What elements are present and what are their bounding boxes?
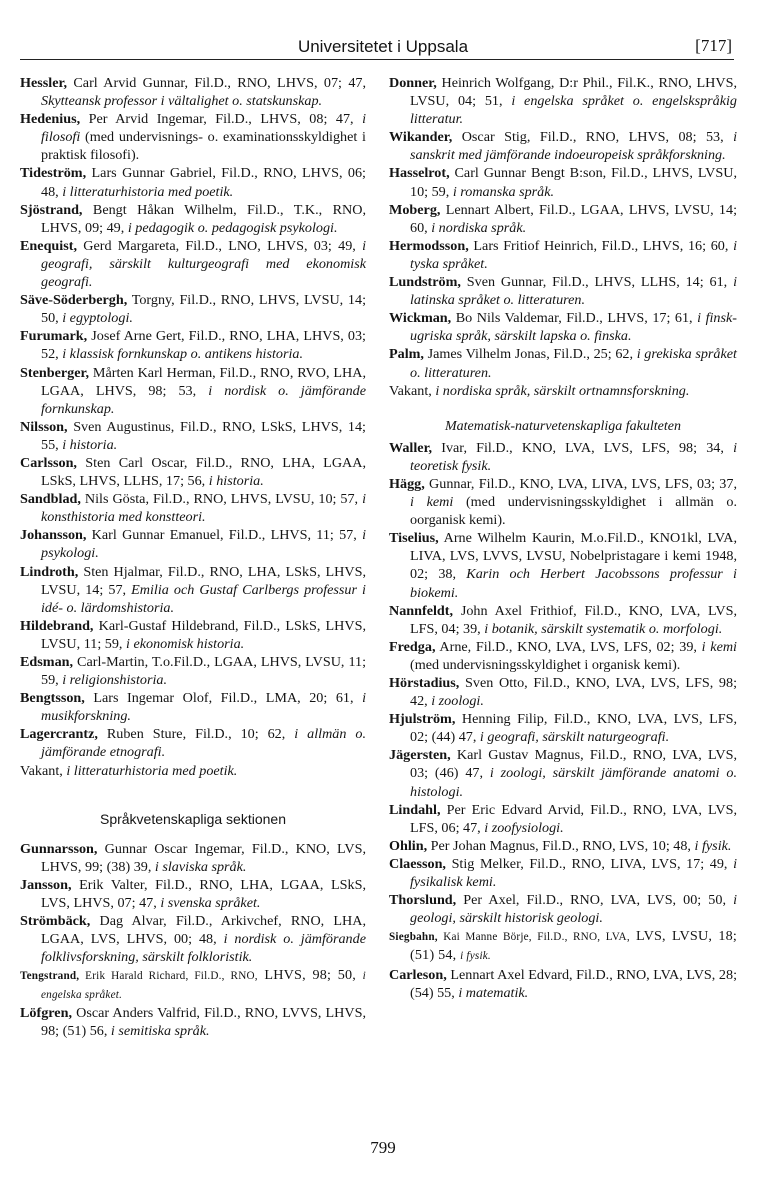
- professor-details: Lars Fritiof Heinrich, Fil.D., LHVS, 16; 60,: [468, 237, 734, 254]
- professor-entry: [20, 1004, 366, 1040]
- professor-details: Henning Filip, Fil.D., KNO, LVA, LVS, LFS, 02; (44) 47,: [410, 711, 737, 746]
- professor-details: Carl Arvid Gunnar, Fil.D., RNO, LHVS, 07; 47,: [67, 75, 366, 91]
- professor-name: Hessler,: [20, 75, 67, 91]
- professor-details-extra: (med undervisnings- o. examinationsskyldighet i praktisk filosofi).: [41, 129, 366, 164]
- professor-name: Nilsson,: [20, 418, 68, 435]
- professor-name: Hörstadius,: [389, 675, 460, 691]
- professor-discipline: i kemi: [701, 638, 737, 655]
- professor-name: Thorslund,: [389, 892, 457, 909]
- page-header: [0, 36, 776, 62]
- professor-details: LHVS, 98; 50,: [257, 967, 363, 984]
- professor-name: Edsman,: [20, 654, 74, 670]
- vacancy-discipline: i litteraturhistoria med poetik.: [66, 762, 238, 779]
- professor-entry: [20, 327, 366, 363]
- professor-name: Hjulström,: [389, 711, 456, 728]
- professor-details: Sven Otto, Fil.D., KNO, LVA, LVS, LFS, 98; 42,: [410, 675, 737, 710]
- professor-entry: [20, 74, 366, 110]
- professor-entry: [389, 475, 737, 529]
- professor-name: Donner,: [389, 75, 437, 91]
- professor-entry: [20, 418, 366, 454]
- professor-entry: [20, 291, 366, 327]
- professor-discipline: i musikforskning.: [41, 690, 366, 725]
- professor-discipline: i kemi: [410, 494, 454, 511]
- professor-discipline: i fysik.: [694, 837, 732, 854]
- left-entries-top: [20, 74, 366, 762]
- professor-details: Bengt Håkan Wilhelm, Fil.D., T.K., RNO, LHVS, 09; 49,: [41, 201, 366, 236]
- professor-discipline: i teoretisk fysik.: [410, 439, 737, 474]
- right-entries-bottom: [389, 439, 737, 1002]
- professor-discipline: i geografi, särskilt naturgeografi.: [479, 729, 670, 746]
- professor-discipline: i historia.: [62, 436, 118, 453]
- professor-entry: [389, 891, 737, 927]
- professor-details: Per Johan Magnus, Fil.D., RNO, LVS, 10; 48,: [427, 837, 695, 854]
- professor-details: Karl Gunnar Emanuel, Fil.D., LHVS, 11; 57,: [86, 527, 363, 544]
- professor-name: Lindroth,: [20, 563, 79, 580]
- professor-discipline: Karin och Herbert Jacobssons professur i biokemi.: [410, 566, 737, 601]
- professor-name: Lundström,: [389, 274, 461, 291]
- vacancy-entry: [389, 382, 737, 400]
- professor-discipline: i konsthistoria med konstteori.: [41, 491, 366, 526]
- professor-details: Per Eric Edvard Arvid, Fil.D., RNO, LVA, LVS, LFS, 06; 47,: [410, 801, 737, 836]
- professor-details: Ivar, Fil.D., KNO, LVA, LVS, LFS, 98; 34,: [432, 439, 734, 456]
- left-entries-bottom: [20, 840, 366, 1040]
- professor-entry: [389, 927, 737, 965]
- vacancy-discipline: i nordiska språk, särskilt ortnamnsforskning.: [435, 382, 690, 399]
- professor-entry: [20, 526, 366, 562]
- professor-details: Lars Gunnar Gabriel, Fil.D., RNO, LHVS, 06; 48,: [41, 165, 366, 200]
- professor-entry: [20, 617, 366, 653]
- professor-entry: [20, 876, 366, 912]
- professor-discipline: i psykologi.: [41, 527, 366, 562]
- page-number: 799: [370, 1138, 396, 1157]
- professor-discipline: i litteraturhistoria med poetik.: [62, 183, 234, 200]
- professor-name: Hildebrand,: [20, 617, 94, 634]
- professor-name: Carleson,: [389, 966, 447, 983]
- professor-details: Lennart Axel Edvard, Fil.D., RNO, LVA, LVS, 28; (54) 55,: [410, 966, 737, 1001]
- professor-name: Sandblad,: [20, 491, 81, 508]
- professor-details: Lennart Albert, Fil.D., LGAA, LHVS, LVSU, 14; 60,: [410, 201, 737, 236]
- professor-details: Sven Augustinus, Fil.D., RNO, LSkS, LHVS, 14; 55,: [41, 418, 366, 453]
- professor-details: Oscar Anders Valfrid, Fil.D., RNO, LVVS, LHVS, 98; (51) 56,: [41, 1004, 366, 1039]
- professor-entry: [389, 74, 737, 128]
- professor-discipline: i engelska språket o. engelskspråkig litteratur.: [410, 93, 737, 128]
- professor-entry: [20, 725, 366, 761]
- professor-details: Mårten Karl Herman, Fil.D., RNO, RVO, LHA, LGAA, LHVS, 98; 53,: [41, 364, 366, 399]
- professor-discipline: i egyptologi.: [62, 310, 133, 327]
- professor-discipline: Emilia och Gustaf Carlbergs professur i idé- o. lärdomshistoria.: [41, 581, 366, 616]
- professor-entry: [389, 529, 737, 601]
- professor-name: Carlsson,: [20, 454, 77, 471]
- professor-details: Sten Hjalmar, Fil.D., RNO, LHA, LSkS, LHVS, LVSU, 14; 57,: [41, 563, 366, 598]
- professor-details: Erik Valter, Fil.D., RNO, LHA, LGAA, LSkS, LVS, LHVS, 07; 47,: [41, 876, 366, 912]
- professor-details: Karl-Gustaf Hildebrand, Fil.D., LSkS, LHVS, LVSU, 11; 59,: [41, 617, 366, 652]
- professor-entry: [389, 855, 737, 891]
- professor-discipline: i fysik.: [460, 950, 491, 963]
- professor-name: Palm,: [389, 346, 424, 363]
- professor-details-small: Kai Manne Börje, Fil.D., RNO, LVA,: [437, 931, 630, 944]
- professor-discipline: i semitiska språk.: [110, 1022, 210, 1039]
- professor-entry: [389, 309, 737, 345]
- professor-entry: [20, 110, 366, 164]
- professor-details: Gunnar, Fil.D., KNO, LVA, LIVA, LVS, LFS, 03; 37,: [424, 475, 737, 492]
- professor-entry: [389, 439, 737, 475]
- professor-name: Lindahl,: [389, 801, 441, 818]
- professor-discipline: i ekonomisk historia.: [126, 635, 245, 652]
- professor-discipline: i romanska språk.: [452, 183, 555, 200]
- professor-name: Bengtsson,: [20, 690, 85, 707]
- professor-name: Waller,: [389, 439, 433, 456]
- professor-entry: [389, 710, 737, 746]
- professor-details: Karl Gustav Magnus, Fil.D., RNO, LVA, LVS, 03; (46) 47,: [410, 747, 737, 782]
- professor-entry: [20, 840, 366, 876]
- professor-details: Carl-Martin, T.o.Fil.D., LGAA, LHVS, LVSU, 11; 59,: [41, 654, 366, 689]
- professor-name: Siegbahn,: [389, 931, 438, 944]
- professor-discipline: i zoologi, särskilt jämförande anatomi o. histologi.: [410, 765, 737, 800]
- professor-discipline: i geologi, särskilt historisk geologi.: [410, 892, 737, 927]
- professor-details: Per Arvid Ingemar, Fil.D., LHVS, 08; 47,: [80, 111, 363, 128]
- professor-entry: [389, 746, 737, 800]
- header-rule: [20, 59, 734, 60]
- professor-discipline: i svenska språket.: [160, 895, 261, 912]
- professor-entry: [20, 490, 366, 526]
- professor-entry: [20, 454, 366, 490]
- professor-name: Nannfeldt,: [389, 602, 454, 619]
- professor-name: Jägersten,: [389, 747, 451, 764]
- professor-details: Arne Wilhelm Kaurin, M.o.Fil.D., KNO1kl, LVA, LIVA, LVS, LVVS, LVSU, Nobelpristagare i kemi 1948, 02; 38,: [410, 530, 737, 583]
- professor-entry: [20, 201, 366, 237]
- professor-entry: [389, 201, 737, 237]
- professor-name: Furumark,: [20, 328, 88, 345]
- vacancy-prefix: Vakant,: [389, 382, 436, 399]
- professor-discipline: i grekiska språket o. litteraturen.: [410, 346, 737, 381]
- professor-name: Hedenius,: [20, 111, 81, 128]
- professor-discipline: i botanik, särskilt systematik o. morfologi.: [484, 620, 723, 637]
- professor-details-extra: (med undervisningsskyldighet i organisk kemi).: [410, 656, 681, 673]
- professor-discipline: i zoofysiologi.: [484, 819, 564, 836]
- professor-entry: [20, 966, 366, 1003]
- professor-details: Josef Arne Gert, Fil.D., RNO, LHA, LHVS, 03; 52,: [41, 328, 366, 363]
- professor-discipline: i sanskrit med jämförande indoeuropeisk språkforskning.: [410, 129, 737, 164]
- professor-entry: [20, 653, 366, 689]
- professor-name: Claesson,: [389, 855, 446, 872]
- professor-name: Stenberger,: [20, 364, 89, 381]
- professor-discipline: i tyska språket.: [410, 237, 737, 272]
- professor-details: Nils Gösta, Fil.D., RNO, LHVS, LVSU, 10; 57,: [80, 491, 363, 508]
- professor-entry: [389, 164, 737, 200]
- professor-name: Sjöstrand,: [20, 201, 83, 218]
- page-header-reference: [717]: [695, 36, 732, 55]
- professor-discipline: i geografi, särskilt kulturgeografi med ekonomisk geografi.: [41, 237, 366, 291]
- professor-details: Oscar Stig, Fil.D., RNO, LHVS, 08; 53,: [452, 129, 734, 146]
- professor-entry: [389, 801, 737, 837]
- professor-details: Sten Carl Oscar, Fil.D., RNO, LHA, LGAA, LSkS, LHVS, LLHS, 17; 56,: [41, 454, 366, 490]
- professor-name: Löfgren,: [20, 1004, 72, 1021]
- professor-discipline: i religionshistoria.: [62, 672, 167, 689]
- professor-entry: [389, 273, 737, 309]
- vacancy-entry: [20, 762, 366, 780]
- professor-details-extra: (med undervisningsskyldighet i allmän o. oorganisk kemi).: [410, 494, 737, 529]
- professor-discipline: i finsk-ugriska språk, särskilt lapska o. finska.: [410, 310, 737, 345]
- professor-details: Lars Ingemar Olof, Fil.D., LMA, 20; 61,: [84, 690, 363, 707]
- professor-name: Johansson,: [20, 527, 87, 544]
- professor-name: Hermodsson,: [389, 237, 469, 254]
- professor-discipline: i filosofi: [41, 111, 366, 146]
- professor-name: Gunnarsson,: [20, 840, 98, 857]
- professor-discipline: Skytteansk professor i vältalighet o. statskunskap.: [41, 93, 323, 110]
- professor-details: Per Axel, Fil.D., RNO, LVA, LVS, 00; 50,: [456, 892, 734, 909]
- professor-discipline: i nordiska språk.: [431, 219, 527, 236]
- professor-details: John Axel Frithiof, Fil.D., KNO, LVA, LVS, LFS, 04; 39,: [410, 602, 737, 637]
- professor-entry: [20, 164, 366, 200]
- professor-name: Jansson,: [20, 876, 72, 893]
- professor-name: Fredga,: [389, 638, 436, 655]
- professor-entry: [389, 966, 737, 1002]
- professor-discipline: i fysikalisk kemi.: [410, 855, 737, 891]
- professor-name: Hägg,: [389, 475, 425, 492]
- professor-entry: [389, 602, 737, 638]
- professor-details: Gunnar Oscar Ingemar, Fil.D., KNO, LVS, LHVS, 99; (38) 39,: [41, 840, 366, 875]
- professor-discipline: i allmän o. jämförande etnografi.: [41, 726, 366, 761]
- professor-entry: [20, 237, 366, 291]
- professor-entry: [389, 837, 737, 855]
- page-header-title: Universitetet i Uppsala: [297, 37, 469, 56]
- professor-entry: [20, 689, 366, 725]
- professor-name: Ohlin,: [389, 837, 428, 854]
- professor-details: Stig Melker, Fil.D., RNO, LIVA, LVS, 17; 49,: [445, 855, 734, 872]
- professor-entry: [389, 674, 737, 710]
- professor-details: Arne, Fil.D., KNO, LVA, LVS, LFS, 02; 39,: [435, 638, 702, 655]
- professor-details: Carl Gunnar Bengt B:son, Fil.D., LHVS, LVSU, 10; 59,: [410, 165, 737, 200]
- professor-entry: [20, 912, 366, 966]
- professor-name: Tideström,: [20, 165, 87, 182]
- professor-entry: [389, 345, 737, 381]
- professor-discipline: i nordisk o. jämförande fornkunskap.: [41, 382, 366, 417]
- professor-entry: [389, 237, 737, 273]
- vacancy-prefix: Vakant,: [20, 762, 67, 779]
- professor-discipline: i historia.: [208, 473, 264, 490]
- professor-discipline: i pedagogik o. pedagogisk psykologi.: [127, 219, 338, 236]
- professor-discipline: i latinska språket o. litteraturen.: [410, 274, 737, 309]
- professor-details: James Vilhelm Jonas, Fil.D., 25; 62,: [423, 346, 637, 363]
- left-column: [20, 74, 366, 1040]
- professor-name: Hasselrot,: [389, 165, 450, 182]
- faculty-title: Matematisk-naturvetenskapliga fakulteten: [445, 418, 681, 434]
- professor-discipline: i slaviska språk.: [154, 858, 247, 875]
- professor-details: LVS, LVSU, 18; (51) 54,: [410, 928, 738, 964]
- right-entries-top: [389, 74, 737, 382]
- professor-name: Tengstrand,: [20, 970, 80, 983]
- section-title: Språkvetenskapliga sektionen: [99, 810, 286, 827]
- professor-details: Dag Alvar, Fil.D., Arkivchef, RNO, LHA, LGAA, LVS, LHVS, 00; 48,: [41, 913, 366, 948]
- professor-entry: [20, 563, 366, 617]
- professor-details: Ruben Sture, Fil.D., 10; 62,: [97, 726, 295, 743]
- professor-name: Tiselius,: [389, 530, 439, 547]
- professor-details: Bo Nils Valdemar, Fil.D., LHVS, 17; 61,: [451, 310, 698, 327]
- professor-details: Heinrich Wolfgang, D:r Phil., Fil.K., RNO, LHVS, LVSU, 04; 51,: [410, 75, 737, 110]
- professor-entry: [20, 364, 366, 418]
- professor-name: Lagercrantz,: [20, 726, 98, 743]
- professor-discipline: i engelska språket.: [41, 970, 366, 1001]
- professor-name: Säve-Söderbergh,: [20, 292, 128, 309]
- professor-name: Enequist,: [20, 237, 77, 254]
- professor-details-small: Erik Harald Richard, Fil.D., RNO,: [79, 970, 258, 983]
- professor-details: Gerd Margareta, Fil.D., LNO, LHVS, 03; 49,: [76, 237, 363, 254]
- professor-discipline: i klassisk fornkunskap o. antikens historia.: [62, 346, 303, 363]
- professor-discipline: i matematik.: [458, 984, 529, 1001]
- professor-name: Moberg,: [389, 201, 441, 218]
- professor-discipline: i zoologi.: [431, 693, 484, 710]
- professor-name: Wikander,: [389, 129, 453, 146]
- professor-discipline: i nordisk o. jämförande folklivsforskning, särskilt folkloristik.: [41, 931, 366, 966]
- right-column: [389, 74, 737, 1002]
- professor-details: Sven Gunnar, Fil.D., LHVS, LLHS, 14; 61,: [460, 274, 734, 291]
- professor-details: Torgny, Fil.D., RNO, LHVS, LVSU, 14; 50,: [41, 292, 366, 327]
- professor-name: Wickman,: [389, 310, 452, 327]
- professor-entry: [389, 638, 737, 674]
- professor-entry: [389, 128, 737, 164]
- professor-name: Strömbäck,: [20, 913, 91, 930]
